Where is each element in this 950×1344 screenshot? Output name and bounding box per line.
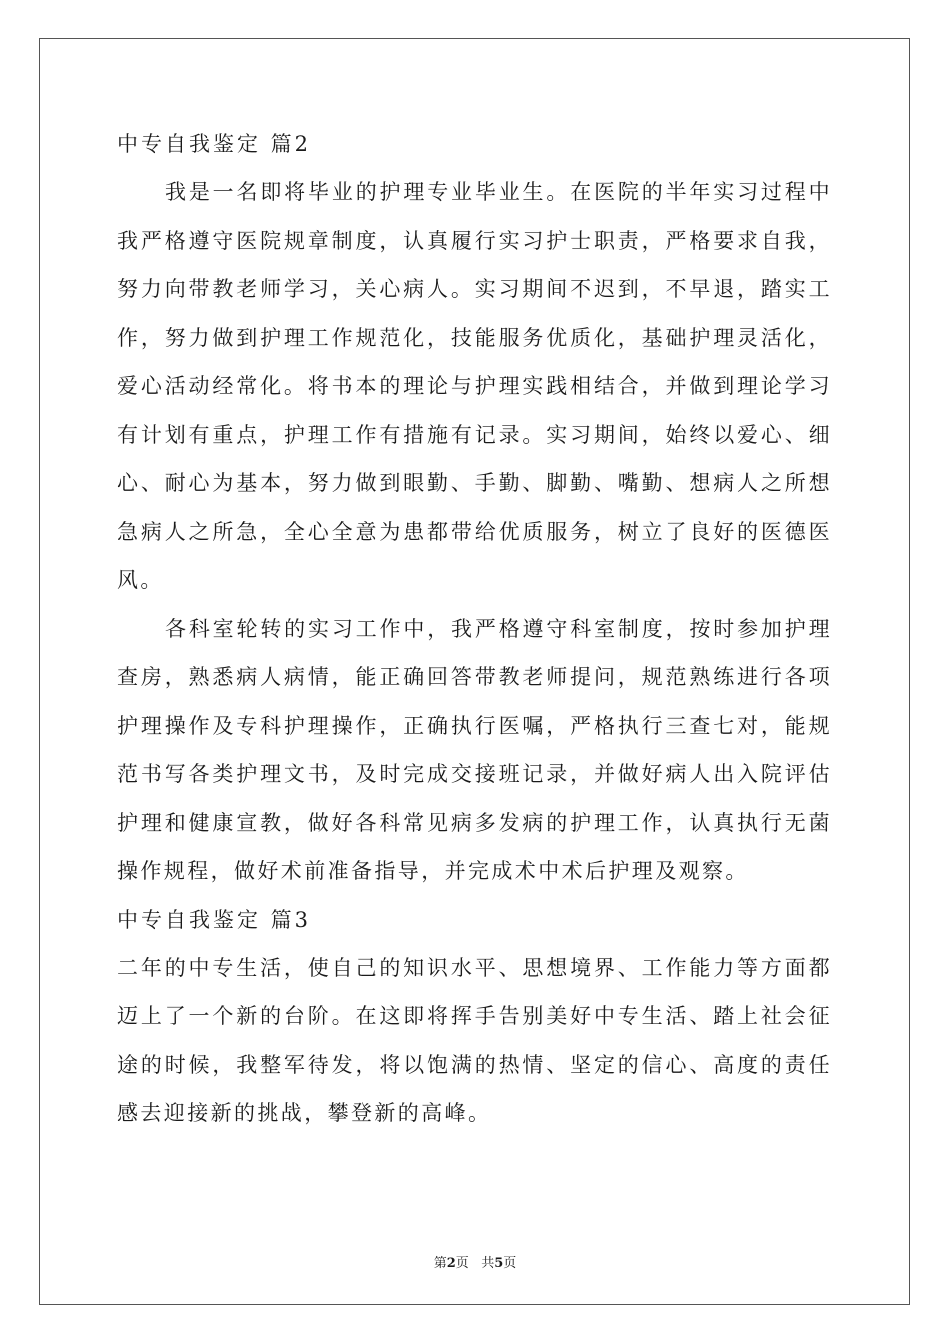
paragraph-internship: 我是一名即将毕业的护理专业毕业生。在医院的半年实习过程中我严格遵守医院规章制度，认真履行实习护士职责，严格要求自我，努力向带教老师学习，关心病人。实习期间不迟到，不早退，踏实工作，努力做到护理工作规范化，技能服务优质化，基础护理灵活化，爱心活动经常化。将书本的理论与护理实践相结合，并做到理论学习有计划有重点，护理工作有措施有记录。实习期间，始终以爱心、细心、耐心为基本，努力做到眼勤、手勤、脚勤、嘴勤、想病人之所想急病人之所急，全心全意为患都带给优质服务，树立了良好的医德医风。 — [117, 180, 832, 592]
footer-total-prefix: 共 — [481, 1256, 495, 1271]
paragraph-summary: 二年的中专生活，使自己的知识水平、思想境界、工作能力等方面都迈上了一个新的台阶。在这即将挥手告别美好中专生活、踏上社会征途的时候，我整军待发，将以饱满的热情、坚定的信心、高度的责任感去迎接新的挑战，攀登新的高峰。 — [117, 955, 832, 1125]
footer-page-prefix: 第 — [433, 1256, 447, 1271]
footer-page-number: 2 — [446, 1256, 456, 1271]
page-footer — [0, 1252, 950, 1271]
section-heading-3: 中专自我鉴定 篇3 — [117, 907, 312, 932]
paragraph-rotation: 各科室轮转的实习工作中，我严格遵守科室制度，按时参加护理查房，熟悉病人病情，能正确回答带教老师提问，规范熟练进行各项护理操作及专科护理操作，正确执行医嘱，严格执行三查七对，能规范书写各类护理文书，及时完成交接班记录，并做好病人出入院评估护理和健康宣教，做好各科常见病多发病的护理工作，认真执行无菌操作规程，做好术前准备指导，并完成术中术后护理及观察。 — [117, 616, 832, 883]
document-body — [117, 120, 832, 1138]
footer-total-pages: 5 — [494, 1256, 504, 1271]
footer-page-suffix: 页 — [455, 1256, 469, 1271]
footer-total-suffix: 页 — [503, 1256, 517, 1271]
section-heading-2: 中专自我鉴定 篇2 — [117, 132, 312, 156]
